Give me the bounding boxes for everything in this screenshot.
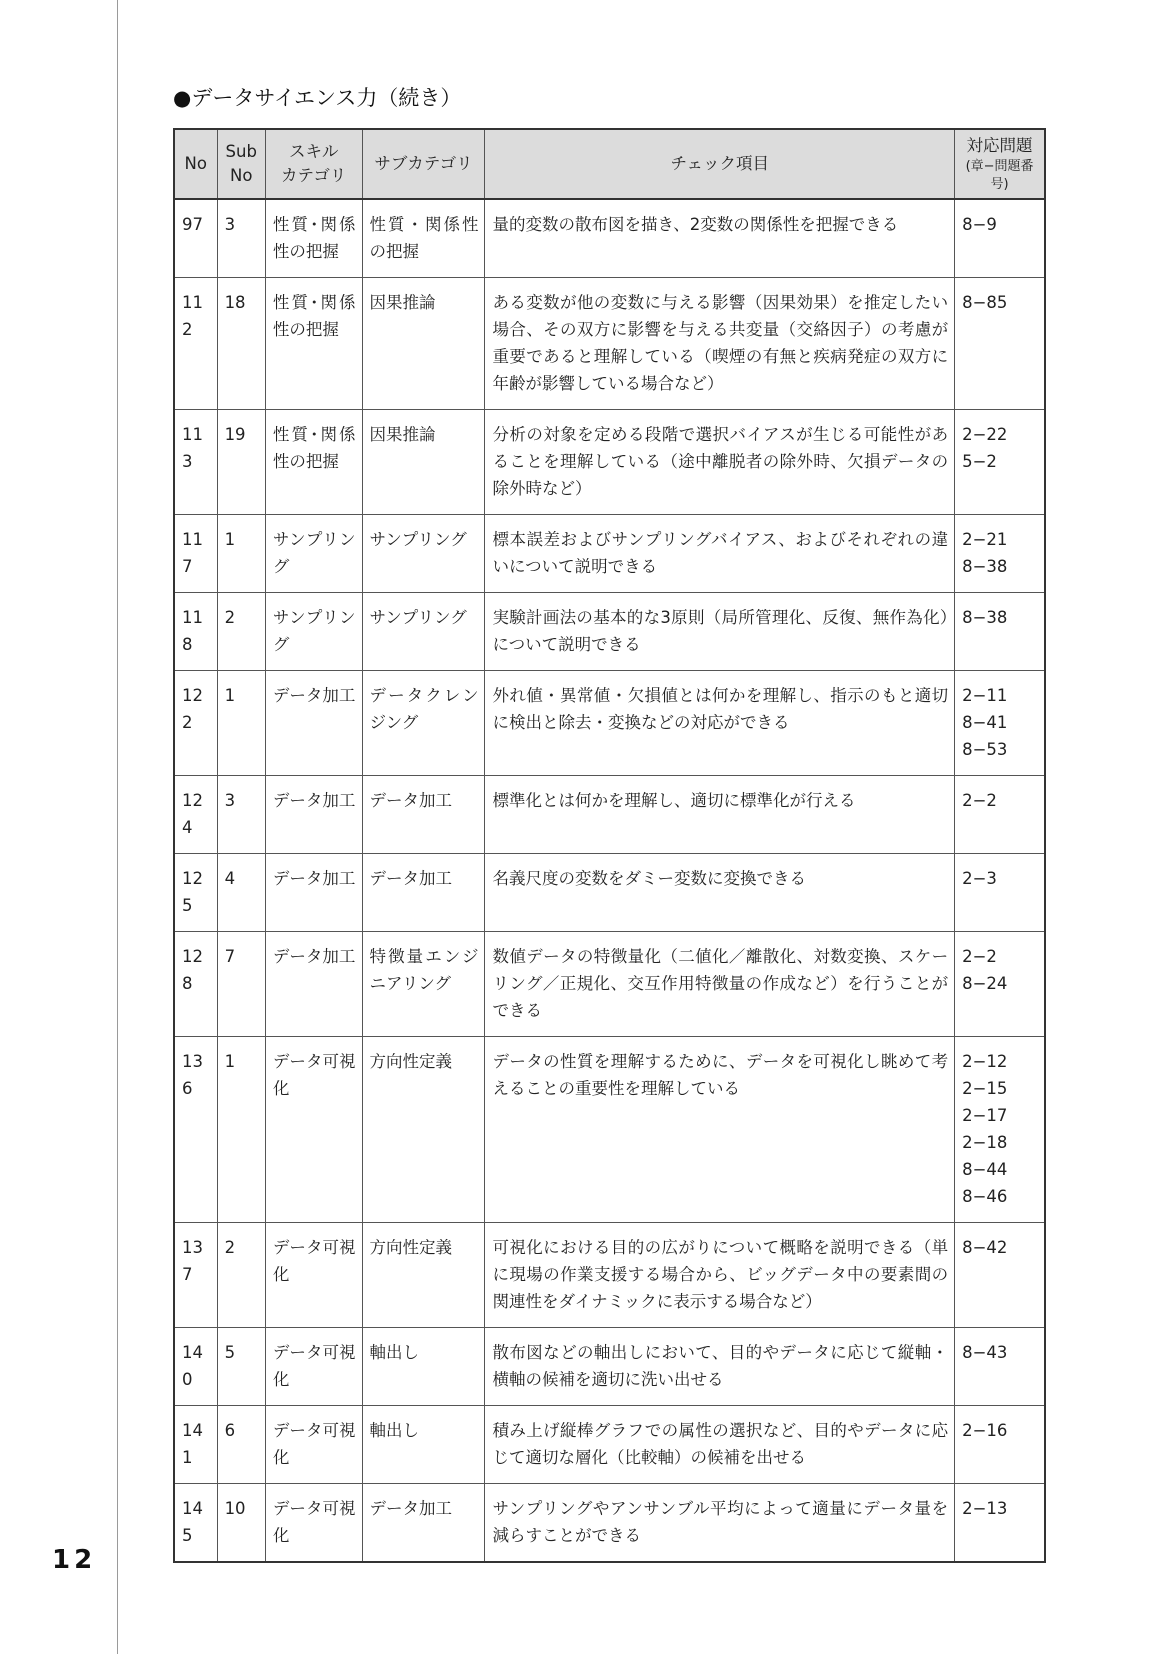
cell-check-item: 名義尺度の変数をダミー変数に変換できる xyxy=(485,854,955,932)
cell-reference: 2−11 8−41 8−53 xyxy=(955,671,1045,776)
header-sub-no: Sub No xyxy=(217,129,265,199)
skill-checklist-table xyxy=(173,128,1046,1563)
cell-sub-no: 2 xyxy=(217,593,265,671)
table-header-row xyxy=(174,129,1045,199)
cell-sub-no: 10 xyxy=(217,1484,265,1563)
cell-sub-no: 3 xyxy=(217,776,265,854)
cell-check-item: 分析の対象を定める段階で選択バイアスが生じる可能性があることを理解している（途中離脱者の除外時、欠損データの除外時など） xyxy=(485,410,955,515)
cell-no: 122 xyxy=(174,671,217,776)
cell-no: 145 xyxy=(174,1484,217,1563)
cell-no: 113 xyxy=(174,410,217,515)
cell-no: 97 xyxy=(174,199,217,278)
table-row xyxy=(174,854,1045,932)
cell-sub-no: 1 xyxy=(217,671,265,776)
cell-sub-category: 因果推論 xyxy=(362,278,485,410)
header-reference-sub: (章−問題番号) xyxy=(965,159,1034,192)
header-skill-category: スキル カテゴリ xyxy=(265,129,362,199)
cell-no: 125 xyxy=(174,854,217,932)
header-reference-main: 対応問題 xyxy=(966,136,1033,155)
cell-skill-category: 性質･関係性の把握 xyxy=(265,278,362,410)
cell-sub-no: 1 xyxy=(217,515,265,593)
cell-reference: 2−2 xyxy=(955,776,1045,854)
cell-reference: 8−38 xyxy=(955,593,1045,671)
cell-check-item: 外れ値・異常値・欠損値とは何かを理解し、指示のもと適切に検出と除去・変換などの対応ができる xyxy=(485,671,955,776)
cell-skill-category: データ可視化 xyxy=(265,1223,362,1328)
cell-skill-category: データ可視化 xyxy=(265,1328,362,1406)
cell-sub-no: 5 xyxy=(217,1328,265,1406)
cell-sub-no: 2 xyxy=(217,1223,265,1328)
table-row xyxy=(174,593,1045,671)
table-row xyxy=(174,278,1045,410)
cell-sub-category: 軸出し xyxy=(362,1328,485,1406)
cell-reference: 2−21 8−38 xyxy=(955,515,1045,593)
cell-reference: 2−13 xyxy=(955,1484,1045,1563)
table-row xyxy=(174,932,1045,1037)
cell-check-item: 数値データの特徴量化（二値化／離散化、対数変換、スケーリング／正規化、交互作用特徴量の作成など）を行うことができる xyxy=(485,932,955,1037)
cell-check-item: ある変数が他の変数に与える影響（因果効果）を推定したい場合、その双方に影響を与える共変量（交絡因子）の考慮が重要であると理解している（喫煙の有無と疾病発症の双方に年齢が影響している場合など） xyxy=(485,278,955,410)
cell-reference: 2−16 xyxy=(955,1406,1045,1484)
cell-sub-no: 3 xyxy=(217,199,265,278)
cell-reference: 2−2 8−24 xyxy=(955,932,1045,1037)
cell-no: 140 xyxy=(174,1328,217,1406)
table-row xyxy=(174,1223,1045,1328)
cell-sub-category: データ加工 xyxy=(362,1484,485,1563)
cell-check-item: 積み上げ縦棒グラフでの属性の選択など、目的やデータに応じて適切な層化（比較軸）の候補を出せる xyxy=(485,1406,955,1484)
cell-sub-category: 方向性定義 xyxy=(362,1037,485,1223)
table-row xyxy=(174,1484,1045,1563)
table-row xyxy=(174,1328,1045,1406)
cell-no: 137 xyxy=(174,1223,217,1328)
cell-no: 112 xyxy=(174,278,217,410)
table-row xyxy=(174,671,1045,776)
cell-sub-category: 方向性定義 xyxy=(362,1223,485,1328)
cell-sub-no: 4 xyxy=(217,854,265,932)
cell-reference: 2−3 xyxy=(955,854,1045,932)
cell-check-item: 実験計画法の基本的な3原則（局所管理化、反復、無作為化）について説明できる xyxy=(485,593,955,671)
page-number: 12 xyxy=(52,1545,97,1575)
cell-sub-category: データクレンジング xyxy=(362,671,485,776)
header-reference xyxy=(955,129,1045,199)
cell-check-item: サンプリングやアンサンブル平均によって適量にデータ量を減らすことができる xyxy=(485,1484,955,1563)
cell-reference: 2−22 5−2 xyxy=(955,410,1045,515)
cell-skill-category: データ可視化 xyxy=(265,1037,362,1223)
cell-reference: 8−9 xyxy=(955,199,1045,278)
cell-sub-category: データ加工 xyxy=(362,776,485,854)
cell-skill-category: データ加工 xyxy=(265,932,362,1037)
cell-check-item: 量的変数の散布図を描き、2変数の関係性を把握できる xyxy=(485,199,955,278)
header-check-item: チェック項目 xyxy=(485,129,955,199)
cell-sub-category: サンプリング xyxy=(362,515,485,593)
cell-skill-category: 性質･関係性の把握 xyxy=(265,410,362,515)
cell-skill-category: データ可視化 xyxy=(265,1484,362,1563)
table-row xyxy=(174,1406,1045,1484)
cell-sub-category: サンプリング xyxy=(362,593,485,671)
cell-reference: 8−43 xyxy=(955,1328,1045,1406)
cell-no: 141 xyxy=(174,1406,217,1484)
cell-sub-category: 性質・関係性の把握 xyxy=(362,199,485,278)
cell-sub-no: 6 xyxy=(217,1406,265,1484)
cell-no: 128 xyxy=(174,932,217,1037)
cell-sub-category: データ加工 xyxy=(362,854,485,932)
table-body xyxy=(174,199,1045,1562)
cell-sub-category: 軸出し xyxy=(362,1406,485,1484)
table-row xyxy=(174,410,1045,515)
cell-skill-category: データ可視化 xyxy=(265,1406,362,1484)
page-margin-line xyxy=(117,0,118,1654)
table-row xyxy=(174,1037,1045,1223)
table-row xyxy=(174,776,1045,854)
cell-sub-no: 18 xyxy=(217,278,265,410)
cell-sub-no: 1 xyxy=(217,1037,265,1223)
cell-check-item: 標準化とは何かを理解し、適切に標準化が行える xyxy=(485,776,955,854)
cell-check-item: 可視化における目的の広がりについて概略を説明できる（単に現場の作業支援する場合から、ビッグデータ中の要素間の関連性をダイナミックに表示する場合など） xyxy=(485,1223,955,1328)
cell-check-item: 標本誤差およびサンプリングバイアス、およびそれぞれの違いについて説明できる xyxy=(485,515,955,593)
cell-reference: 8−42 xyxy=(955,1223,1045,1328)
table-row xyxy=(174,515,1045,593)
cell-sub-category: 因果推論 xyxy=(362,410,485,515)
cell-skill-category: サンプリング xyxy=(265,515,362,593)
cell-sub-no: 19 xyxy=(217,410,265,515)
cell-skill-category: データ加工 xyxy=(265,671,362,776)
header-no: No xyxy=(174,129,217,199)
cell-no: 124 xyxy=(174,776,217,854)
cell-reference: 8−85 xyxy=(955,278,1045,410)
cell-skill-category: データ加工 xyxy=(265,854,362,932)
cell-reference: 2−12 2−15 2−17 2−18 8−44 8−46 xyxy=(955,1037,1045,1223)
table-row xyxy=(174,199,1045,278)
cell-check-item: データの性質を理解するために、データを可視化し眺めて考えることの重要性を理解している xyxy=(485,1037,955,1223)
cell-no: 136 xyxy=(174,1037,217,1223)
cell-skill-category: 性質･関係性の把握 xyxy=(265,199,362,278)
section-title: ●データサイエンス力（続き） xyxy=(173,86,462,110)
cell-no: 118 xyxy=(174,593,217,671)
header-sub-category: サブカテゴリ xyxy=(362,129,485,199)
cell-skill-category: データ加工 xyxy=(265,776,362,854)
cell-sub-category: 特徴量エンジニアリング xyxy=(362,932,485,1037)
cell-sub-no: 7 xyxy=(217,932,265,1037)
cell-no: 117 xyxy=(174,515,217,593)
cell-skill-category: サンプリング xyxy=(265,593,362,671)
cell-check-item: 散布図などの軸出しにおいて、目的やデータに応じて縦軸・横軸の候補を適切に洗い出せる xyxy=(485,1328,955,1406)
